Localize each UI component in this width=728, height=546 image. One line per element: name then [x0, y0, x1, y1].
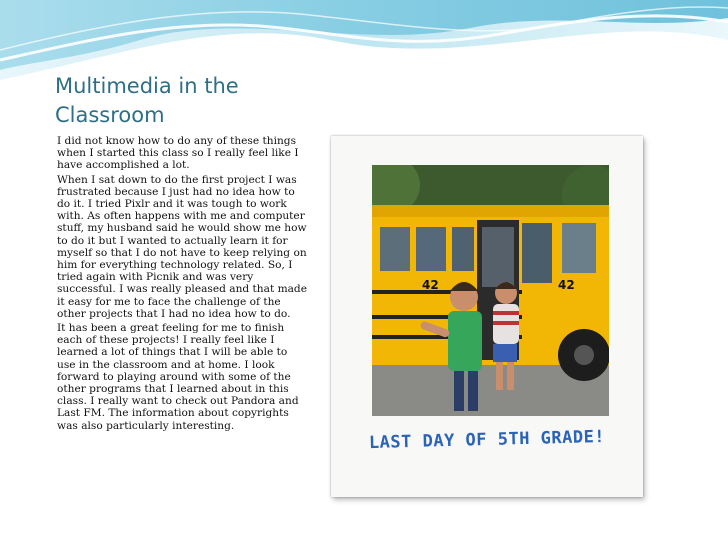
photo-caption: LAST DAY OF 5TH GRADE! [368, 426, 606, 454]
bus-number-right: 42 [558, 278, 575, 292]
school-bus-photo-image [372, 165, 609, 416]
paragraph-reflection: It has been a great feeling for me to finish each of these projects! I really feel like I learned a lot of things that I will be able to use in the classroom and at home. I look forward to playing around with some of the other programs that I learned about in this class. I really want to check out Pandora and Last FM. The information about copyrights was also particularly interesting. [57, 322, 299, 432]
bus-number-left: 42 [422, 278, 439, 292]
slide-body-text [57, 135, 309, 434]
polaroid-photo [331, 136, 643, 497]
paragraph-first-project: When I sat down to do the first project I was frustrated because I just had no idea how to do it. I tried Pixlr and it was tough to work with. As often happens with me and computer stuff, my husband said he would show me how to do it but I wanted to actually learn it for myself so that I do not have to keep relying on him for everything technology related. So, I tried again with Picnik and was very successful. I was really pleased and that made it easy for me to face the challenge of the other projects that I had no idea how to do. [57, 173, 307, 320]
slide-title: Multimedia in the Classroom [55, 74, 239, 127]
paragraph-intro: I did not know how to do any of these things when I started this class so I really feel like I have accomplished a lot. [57, 135, 299, 172]
